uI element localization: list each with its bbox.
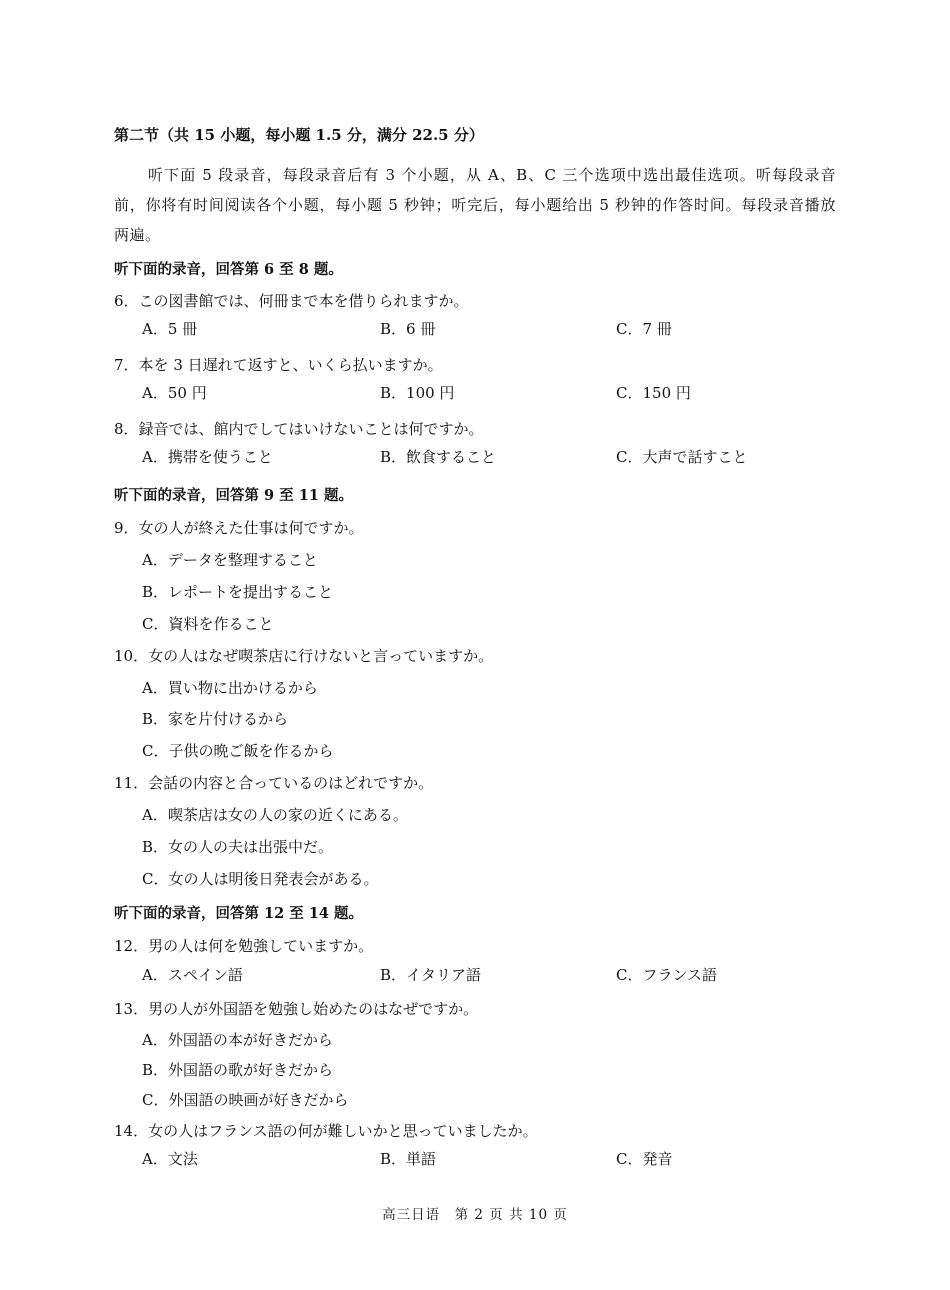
question-number: 9． <box>114 519 139 537</box>
option-14a: A．文法 <box>142 1150 198 1168</box>
question-number: 7． <box>114 356 139 374</box>
question-number: 8． <box>114 420 139 438</box>
option-11b: B．女の人の夫は出張中だ。 <box>142 838 334 856</box>
question-text: 女の人はフランス語の何が難しいかと思っていましたか。 <box>148 1122 538 1140</box>
option-9a: A．データを整理すること <box>142 551 318 569</box>
question-10 <box>114 645 493 666</box>
question-text: 男の人が外国語を勉強し始めたのはなぜですか。 <box>148 1000 479 1018</box>
group-header-2: 听下面的录音，回答第 9 至 11 题。 <box>114 487 353 504</box>
option-8c: C．大声で話すこと <box>616 448 748 466</box>
question-number: 13． <box>114 1000 149 1018</box>
option-6a: A．5 冊 <box>142 320 198 338</box>
option-9b: B．レポートを提出すること <box>142 583 334 601</box>
option-7b: B．100 円 <box>380 384 455 402</box>
option-13b: B．外国語の歌が好きだから <box>142 1061 334 1079</box>
question-7 <box>114 354 443 375</box>
option-8b: B．飲食すること <box>380 448 497 466</box>
question-number: 6． <box>114 292 139 310</box>
question-text: この図書館では、何冊まで本を借りられますか。 <box>138 292 469 310</box>
option-12a: A．スペイン語 <box>142 966 243 984</box>
option-13a: A．外国語の本が好きだから <box>142 1031 333 1049</box>
question-text: 本を 3 日遅れて返すと、いくら払いますか。 <box>138 356 443 374</box>
option-12b: B．イタリア語 <box>380 966 482 984</box>
question-text: 女の人が終えた仕事は何ですか。 <box>138 519 364 537</box>
option-6c: C．7 冊 <box>616 320 672 338</box>
question-text: 女の人はなぜ喫茶店に行けないと言っていますか。 <box>148 647 494 665</box>
question-12 <box>114 935 373 956</box>
option-11c: C．女の人は明後日発表会がある。 <box>142 870 379 888</box>
option-7a: A．50 円 <box>142 384 207 402</box>
option-9c: C．資料を作ること <box>142 615 274 633</box>
option-7c: C．150 円 <box>616 384 691 402</box>
question-9 <box>114 517 364 538</box>
option-10b: B．家を片付けるから <box>142 710 289 728</box>
option-12c: C．フランス語 <box>616 966 718 984</box>
question-6 <box>114 290 469 311</box>
question-number: 14． <box>114 1122 149 1140</box>
option-11a: A．喫茶店は女の人の家の近くにある。 <box>142 806 408 824</box>
section-title: 第二节（共 15 小题，每小题 1.5 分，满分 22.5 分） <box>114 126 484 144</box>
option-13c: C．外国語の映画が好きだから <box>142 1091 349 1109</box>
option-10a: A．買い物に出かけるから <box>142 679 318 697</box>
page-footer: 高三日语 第 2 页 共 10 页 <box>382 1207 568 1223</box>
question-number: 11． <box>114 774 149 792</box>
question-14 <box>114 1120 538 1141</box>
option-8a: A．携帯を使うこと <box>142 448 273 466</box>
question-text: 男の人は何を勉強していますか。 <box>148 937 374 955</box>
option-14c: C．発音 <box>616 1150 673 1168</box>
question-8 <box>114 418 484 439</box>
section-instructions: 听下面 5 段录音，每段录音后有 3 个小题，从 A、B、C 三个选项中选出最佳选项。听每段录音前，你将有时间阅读各个小题，每小题 5 秒钟；听完后，每小题给出 5 秒钟的作答时间。每段录音播放两遍。 <box>114 166 836 244</box>
option-10c: C．子供の晩ご飯を作るから <box>142 742 334 760</box>
question-number: 10． <box>114 647 149 665</box>
question-13 <box>114 998 478 1019</box>
option-6b: B．6 冊 <box>380 320 436 338</box>
option-14b: B．単語 <box>380 1150 437 1168</box>
question-number: 12． <box>114 937 149 955</box>
group-header-3: 听下面的录音，回答第 12 至 14 题。 <box>114 905 364 922</box>
question-text: 録音では、館内でしてはいけないことは何ですか。 <box>138 420 484 438</box>
question-text: 会話の内容と合っているのはどれですか。 <box>148 774 434 792</box>
group-header-1: 听下面的录音，回答第 6 至 8 题。 <box>114 261 343 278</box>
question-11 <box>114 772 433 793</box>
